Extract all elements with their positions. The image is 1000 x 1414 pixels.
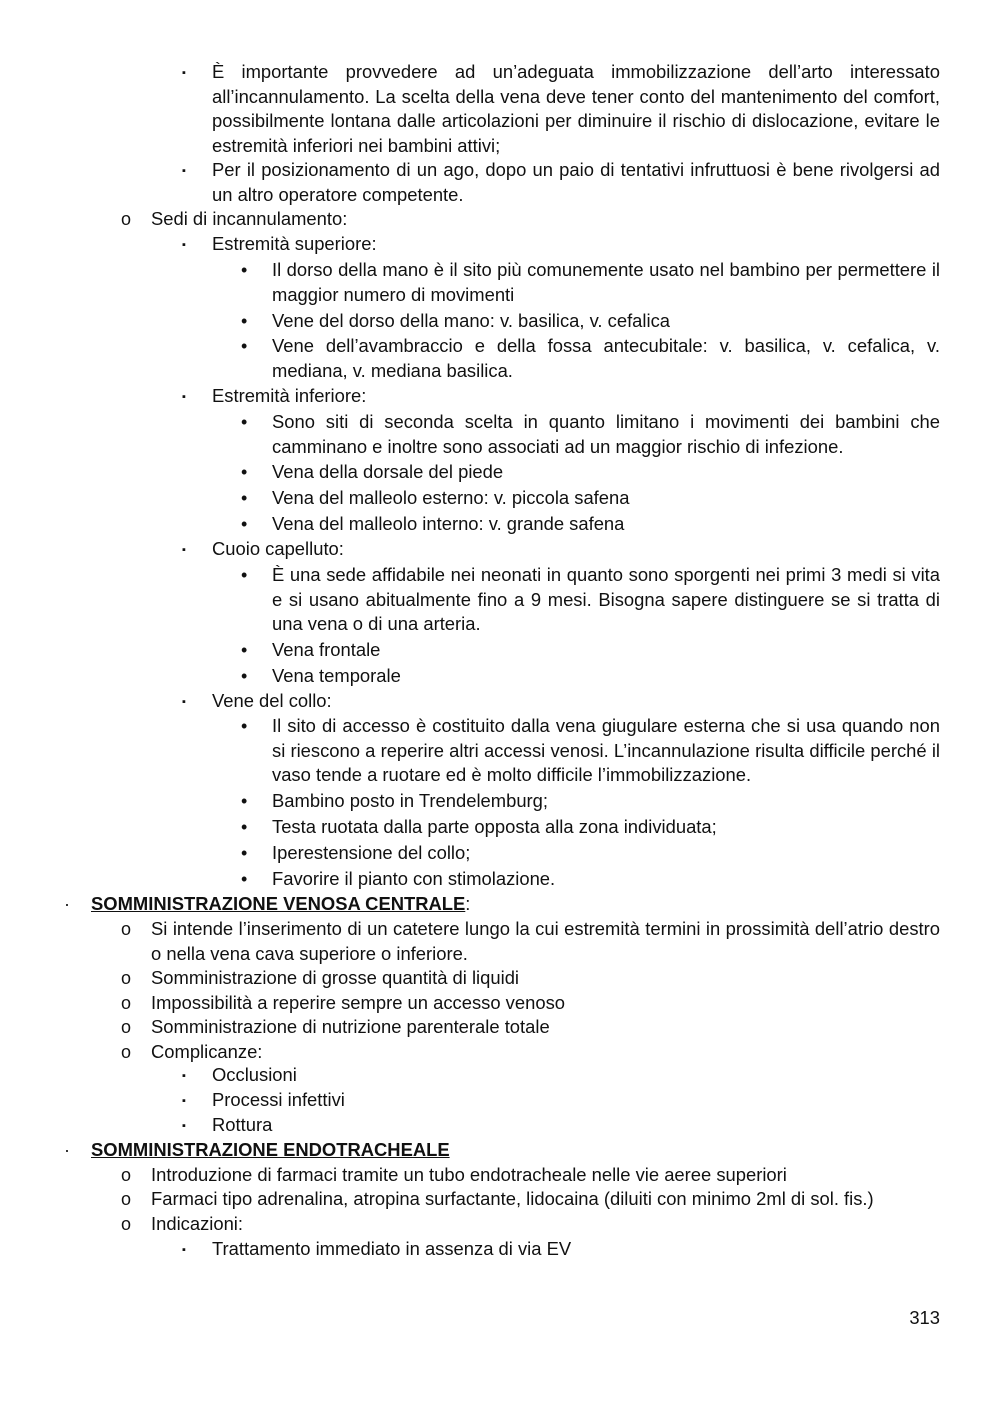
- page-number: 313: [909, 1307, 940, 1328]
- bullet-marker: •: [241, 640, 248, 660]
- list-item: [0, 1163, 940, 1188]
- list-item: [0, 563, 940, 637]
- item-text: Vene del dorso della mano: v. basilica, v. cefalica: [272, 310, 671, 331]
- item-text: Sono siti di seconda scelta in quanto limitano i movimenti dei bambini che camminano e inoltre sono associati ad un maggior rischio di infezione.: [272, 411, 940, 457]
- bullet-marker: ·: [64, 1140, 70, 1160]
- bullet-marker: o: [121, 1214, 132, 1234]
- bullet-marker: o: [121, 1017, 132, 1037]
- section-heading: SOMMINISTRAZIONE VENOSA CENTRALE: [91, 893, 466, 914]
- list-item: [0, 991, 940, 1016]
- bullet-marker: •: [241, 514, 248, 534]
- bullet-marker: •: [241, 666, 248, 686]
- list-item: [0, 664, 940, 689]
- bullet-marker: o: [121, 1042, 132, 1062]
- list-item: [0, 384, 940, 409]
- item-text: Vena frontale: [272, 639, 381, 660]
- item-text: Estremità inferiore:: [212, 385, 367, 406]
- bullet-marker: ▪: [182, 1244, 186, 1256]
- item-text: Complicanze:: [151, 1041, 263, 1062]
- section-heading: SOMMINISTRAZIONE ENDOTRACHEALE: [91, 1139, 450, 1160]
- list-item: [0, 207, 940, 232]
- bullet-marker: o: [121, 1165, 132, 1185]
- bullet-marker: •: [241, 462, 248, 482]
- list-item: [0, 867, 940, 892]
- bullet-marker: ▪: [182, 1095, 186, 1107]
- item-text: Vena temporale: [272, 665, 401, 686]
- bullet-marker: ▪: [182, 696, 186, 708]
- list-item: [0, 232, 940, 257]
- bullet-marker: •: [241, 311, 248, 331]
- bullet-marker: •: [241, 336, 248, 356]
- list-item: [0, 309, 940, 334]
- list-item: [0, 689, 940, 714]
- bullet-marker: •: [241, 565, 248, 585]
- list-item: [0, 486, 940, 511]
- list-item: [0, 1237, 940, 1262]
- list-item: [0, 460, 940, 485]
- item-text: Vena della dorsale del piede: [272, 461, 504, 482]
- item-text: Trattamento immediato in assenza di via EV: [212, 1238, 572, 1259]
- list-item: [0, 60, 940, 158]
- list-item: [0, 512, 940, 537]
- item-text: Occlusioni: [212, 1064, 297, 1085]
- list-item: [0, 917, 940, 966]
- bullet-marker: ▪: [182, 239, 186, 251]
- list-item: [0, 815, 940, 840]
- heading-line: [91, 1138, 940, 1163]
- item-text: Introduzione di farmaci tramite un tubo endotracheale nelle vie aeree superiori: [151, 1164, 787, 1185]
- bullet-marker: ▪: [182, 1070, 186, 1082]
- item-text: Favorire il pianto con stimolazione.: [272, 868, 556, 889]
- list-item: [0, 789, 940, 814]
- bullet-marker: •: [241, 869, 248, 889]
- list-item: [0, 258, 940, 307]
- item-text: Impossibilità a reperire sempre un accesso venoso: [151, 992, 565, 1013]
- item-text: È una sede affidabile nei neonati in quanto sono sporgenti nei primi 3 medi si vita e si usano abitualmente fino a 9 mesi. Bisogna sapere distinguere se si tratta di una vena o di una arteria.: [272, 564, 940, 634]
- list-item: [0, 1088, 940, 1113]
- bullet-marker: •: [241, 791, 248, 811]
- item-text: Sedi di incannulamento:: [151, 208, 348, 229]
- list-item: [0, 1212, 940, 1237]
- heading-suffix: :: [465, 893, 471, 914]
- bullet-marker: ▪: [182, 544, 186, 556]
- item-text: Il dorso della mano è il sito più comunemente usato nel bambino per permettere il maggior numero di movimenti: [272, 259, 940, 305]
- bullet-marker: ▪: [182, 67, 186, 79]
- item-text: Indicazioni:: [151, 1213, 244, 1234]
- bullet-marker: •: [241, 716, 248, 736]
- bullet-marker: o: [121, 993, 132, 1013]
- bullet-marker: o: [121, 1189, 132, 1209]
- list-item: [0, 158, 940, 207]
- list-item: [0, 638, 940, 663]
- item-text: Somministrazione di grosse quantità di liquidi: [151, 967, 520, 988]
- item-text: Il sito di accesso è costituito dalla vena giugulare esterna che si usa quando non si riescono a reperire altri accessi venosi. L’incannulazione risulta difficile perché il vaso tende a ruotare ed è molto difficile l’immobilizzazione.: [272, 715, 940, 785]
- item-text: Per il posizionamento di un ago, dopo un paio di tentativi infruttuosi è bene rivolgersi ad un altro operatore competente.: [212, 159, 940, 205]
- bullet-marker: ▪: [182, 165, 186, 177]
- item-text: Vena del malleolo interno: v. grande safena: [272, 513, 625, 534]
- item-text: Vene del collo:: [212, 690, 332, 711]
- list-item: [0, 1063, 940, 1088]
- item-text: Somministrazione di nutrizione parenterale totale: [151, 1016, 550, 1037]
- item-text: Vene dell’avambraccio e della fossa antecubitale: v. basilica, v. cefalica, v. mediana, v. mediana basilica.: [272, 335, 940, 381]
- bullet-marker: o: [121, 968, 132, 988]
- item-text: Bambino posto in Trendelemburg;: [272, 790, 549, 811]
- bullet-marker: •: [241, 817, 248, 837]
- bullet-marker: ·: [64, 894, 70, 914]
- item-text: Estremità superiore:: [212, 233, 377, 254]
- list-item: [0, 334, 940, 383]
- list-item: [0, 841, 940, 866]
- item-text: Testa ruotata dalla parte opposta alla zona individuata;: [272, 816, 717, 837]
- item-text: Cuoio capelluto:: [212, 538, 344, 559]
- bullet-marker: •: [241, 412, 248, 432]
- item-text: Processi infettivi: [212, 1089, 345, 1110]
- item-text: Rottura: [212, 1114, 273, 1135]
- bullet-marker: o: [121, 919, 132, 939]
- item-text: Farmaci tipo adrenalina, atropina surfactante, lidocaina (diluiti con minimo 2ml di sol. fis.): [151, 1188, 874, 1209]
- list-item: [0, 1113, 940, 1138]
- list-item: [0, 1040, 940, 1065]
- item-text: È importante provvedere ad un’adeguata immobilizzazione dell’arto interessato all’incannulamento. La scelta della vena deve tener conto del mantenimento del comfort, possibilmente lontana dalle articolazioni per diminuire il rischio di dislocazione, evitare le estremità inferiori nei bambini attivi;: [212, 61, 940, 156]
- bullet-marker: ▪: [182, 1120, 186, 1132]
- bullet-marker: •: [241, 488, 248, 508]
- section-heading-item: [0, 892, 940, 917]
- item-text: Vena del malleolo esterno: v. piccola safena: [272, 487, 630, 508]
- list-item: [0, 966, 940, 991]
- bullet-marker: ▪: [182, 391, 186, 403]
- list-item: [0, 537, 940, 562]
- list-item: [0, 1015, 940, 1040]
- item-text: Iperestensione del collo;: [272, 842, 471, 863]
- section-heading-item: [0, 1138, 940, 1163]
- bullet-marker: •: [241, 843, 248, 863]
- bullet-marker: o: [121, 209, 132, 229]
- item-text: Si intende l’inserimento di un catetere lungo la cui estremità termini in prossimità dell’atrio destro o nella vena cava superiore o inferiore.: [151, 918, 940, 964]
- list-item: [0, 410, 940, 459]
- heading-line: [91, 892, 940, 917]
- list-item: [0, 1187, 940, 1212]
- list-item: [0, 714, 940, 788]
- bullet-marker: •: [241, 260, 248, 280]
